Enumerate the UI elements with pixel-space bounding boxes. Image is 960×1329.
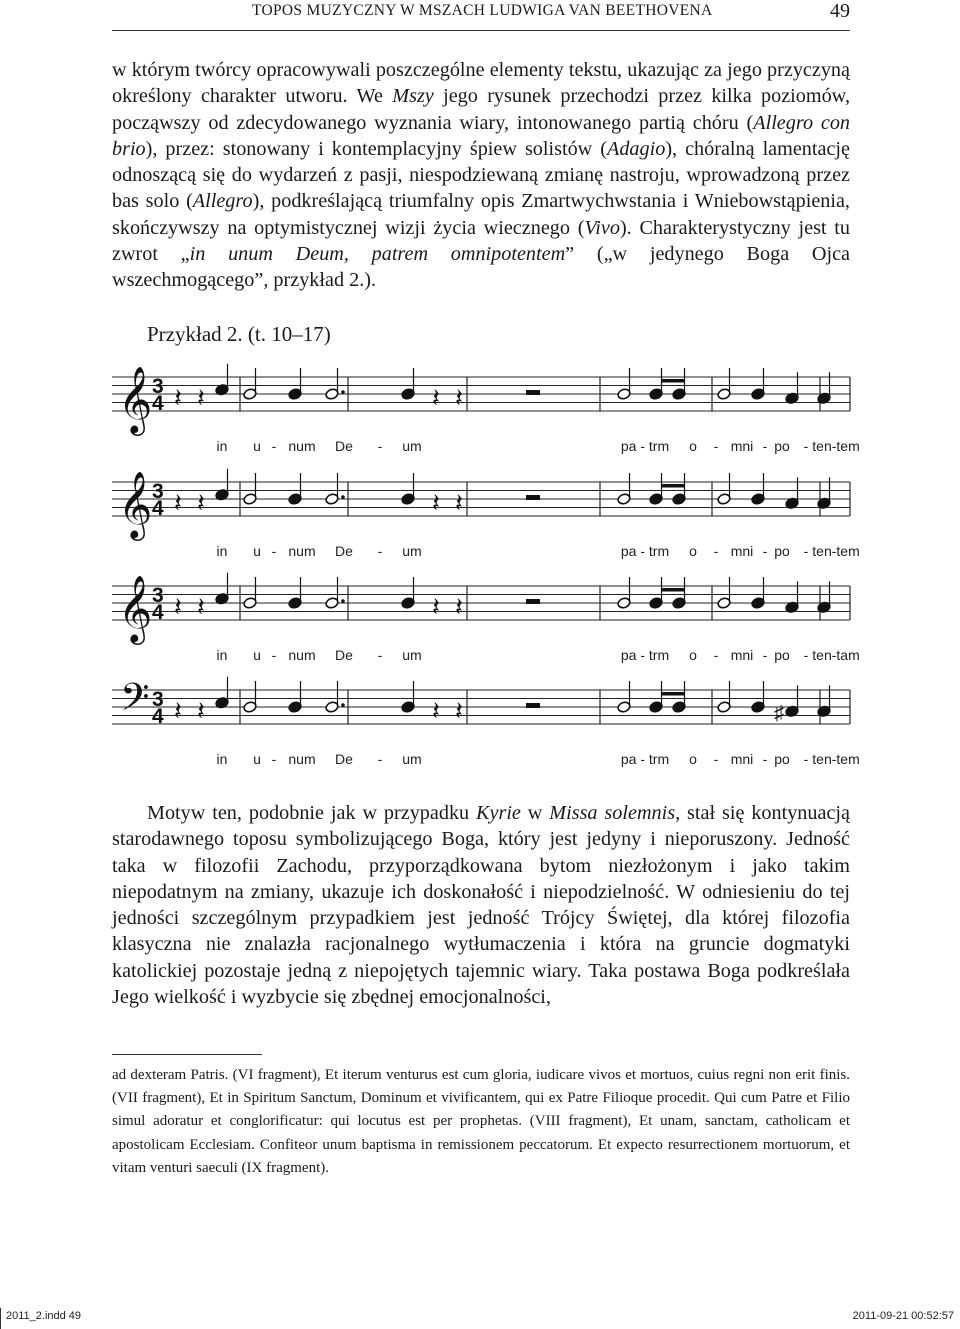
lyric-syllable: - (762, 647, 768, 663)
quarter-rest: 𝄽 (174, 591, 182, 622)
lyric-syllable: - (271, 543, 277, 559)
lyric-syllable: ten-tam (812, 647, 860, 663)
running-title: TOPOS MUZYCZNY W MSZACH LUDWIGA VAN BEETHOVENA (252, 2, 713, 19)
bass-clef: 𝄢 (120, 675, 150, 728)
text-run: , stał się kontynuacją starodawnego toposu symbolizującego Boga, który jest jedyny i nieporuszony. Jedność taka w filozofii Zachodu, przyporządkowana bytom niezłożonym i jako takim niepodatnym na zmiany, ukazuje ich doskonałość i niepodzielność. W odniesieniu do tej jedności szczególnym przypadkiem jest jedność Trójcy Świętej, dla której filozofia klasyczna nie znalazła racjonalnego wytłumaczenia i która na gruncie dogmatyki katolickiej pozostaje jedną z niepojętych tajemnic wiary. Taka postawa Boga podkreślała Jego wielkość i wyzbycie się zbędnej emocjonalności, (112, 802, 850, 1009)
lyric-syllable: - (762, 543, 768, 559)
time-signature-numerator: 3 (152, 480, 164, 503)
lyric-syllable: De (335, 647, 353, 663)
half-rest (526, 599, 540, 604)
lyric-syllable: num (288, 543, 316, 559)
quarter-rest: 𝄽 (432, 487, 440, 518)
lyric-syllable: num (288, 647, 316, 663)
lyric-syllable: in (216, 647, 228, 663)
lyric-syllable: o (689, 647, 697, 663)
augmentation-dot (341, 703, 345, 707)
text-run: ), chóralną lamentację odnoszącą się do wydarzeń z pasji, niespodziewaną zmianę nastroju, wprowadzoną przez bas solo ( (112, 137, 850, 213)
quarter-rest: 𝄽 (432, 382, 440, 413)
lyric-syllable: u (253, 647, 261, 663)
time-signature-denominator: 4 (152, 705, 164, 728)
example-caption: Przykład 2. (t. 10–17) (147, 322, 331, 346)
lyric-syllable: ten-tem (812, 438, 860, 454)
slug-timestamp: 2011-09-21 00:52:57 (852, 1310, 954, 1322)
slug-file: 2011_2.indd 49 (6, 1310, 82, 1322)
lyric-syllable: num (288, 751, 316, 767)
quarter-rest: 𝄽 (197, 487, 205, 518)
lyric-syllable: pa - trm (620, 647, 670, 663)
eighth-beam (661, 484, 684, 488)
lyric-syllable: po (774, 647, 790, 663)
quarter-rest: 𝄽 (197, 382, 205, 413)
paragraph-text (112, 57, 850, 294)
lyric-syllable: - (803, 647, 809, 663)
lyric-syllable: po (774, 751, 790, 767)
lyric-syllable: - (803, 438, 809, 454)
eighth-beam (661, 588, 684, 592)
treble-clef: 𝄞 (118, 576, 153, 641)
treble-clef: 𝄞 (118, 472, 153, 537)
treble-clef: 𝄞 (118, 367, 153, 432)
lyric-syllable: - (377, 647, 383, 663)
lyric-syllable: pa - trm (620, 543, 670, 559)
time-signature-denominator: 4 (152, 601, 164, 624)
lyric-syllable: um (402, 438, 422, 454)
text-run: ), podkreślającą triumfalny opis Zmartwychwstania i Wniebowstąpienia, skończywszy na optymistycznej wizji życia wiecznego ( (112, 190, 850, 239)
lyric-syllable: in (216, 543, 228, 559)
half-rest (526, 390, 540, 395)
italic-term: Allegro (192, 190, 253, 213)
lyric-syllable: u (253, 751, 261, 767)
paragraph-text (112, 800, 850, 1010)
lyric-syllable: u (253, 438, 261, 454)
text-run: Motyw ten, podobnie jak w przypadku (147, 802, 477, 824)
text-run: w którym twórcy opracowywali poszczególne elementy tekstu, ukazując za jego przyczyną określony charakter utworu. We (112, 59, 850, 108)
lyric-syllable: mni (730, 751, 754, 767)
lyric-syllable: - (803, 751, 809, 767)
quarter-rest: 𝄽 (432, 591, 440, 622)
lyric-syllable: o (689, 751, 697, 767)
lyric-syllable: De (335, 751, 353, 767)
lyric-syllable: mni (730, 647, 754, 663)
lyric-syllable: um (402, 543, 422, 559)
augmentation-dot (341, 495, 345, 499)
text-run: jego rysunek przechodzi przez kilka poziomów, począwszy od zdecydowanego wyznania wiary, intonowanego partią chóru ( (112, 85, 850, 134)
italic-term: Adagio (606, 137, 666, 160)
quarter-rest: 𝄽 (197, 695, 205, 726)
quarter-rest: 𝄽 (174, 487, 182, 518)
quarter-rest: 𝄽 (174, 382, 182, 413)
lyric-syllable: pa - trm (620, 751, 670, 767)
quarter-rest: 𝄽 (455, 487, 463, 518)
lyric-syllable: De (335, 543, 353, 559)
music-score (112, 355, 860, 775)
sharp-sign: ♯ (774, 702, 784, 725)
lyric-syllable: - (762, 751, 768, 767)
time-signature-denominator: 4 (152, 392, 164, 415)
lyric-syllable: o (689, 438, 697, 454)
quarter-rest: 𝄽 (455, 591, 463, 622)
lyric-syllable: mni (730, 543, 754, 559)
running-header (112, 0, 850, 31)
text-run: ), przez: stonowany i kontemplacyjny śpiew solistów ( (145, 137, 607, 160)
lyric-syllable: - (762, 438, 768, 454)
lyric-syllable: po (774, 543, 790, 559)
lyric-syllable: - (377, 751, 383, 767)
page-number: 49 (830, 0, 850, 22)
lyric-syllable: u (253, 543, 261, 559)
footnote-rule (112, 1054, 262, 1055)
lyric-syllable: - (713, 751, 719, 767)
lyric-syllable: - (271, 647, 277, 663)
quarter-rest: 𝄽 (432, 695, 440, 726)
italic-term: Vivo (584, 216, 620, 239)
lyric-syllable: pa - trm (620, 438, 670, 454)
lyric-syllable: o (689, 543, 697, 559)
italic-term: Mszy (392, 85, 434, 108)
italic-term: in unum Deum, patrem omnipotentem (189, 243, 566, 266)
lyric-syllable: ten-tem (812, 543, 860, 559)
lyric-syllable: - (713, 647, 719, 663)
time-signature-numerator: 3 (152, 688, 164, 711)
time-signature-denominator: 4 (152, 497, 164, 520)
half-rest (526, 495, 540, 500)
text-run: ” („w jedynego Boga Ojca wszechmogącego”, przykład 2.). (112, 243, 850, 292)
lyric-syllable: - (713, 543, 719, 559)
lyric-syllable: ten-tem (812, 751, 860, 767)
body-paragraph-1 (112, 57, 850, 294)
lyric-syllable: in (216, 438, 228, 454)
quarter-rest: 𝄽 (455, 695, 463, 726)
lyric-syllable: po (774, 438, 790, 454)
text-run: ). Charakterystyczny jest tu zwrot „ (112, 216, 850, 266)
body-paragraph-2 (112, 800, 850, 1010)
eighth-beam (661, 692, 684, 696)
score-notation (112, 355, 860, 775)
italic-term: Allegro con brio (112, 111, 851, 160)
quarter-rest: 𝄽 (174, 695, 182, 726)
lyric-syllable: - (271, 438, 277, 454)
footnote (112, 1064, 850, 1180)
eighth-beam (661, 379, 684, 383)
lyric-syllable: - (377, 438, 383, 454)
lyric-syllable: um (402, 751, 422, 767)
time-signature-numerator: 3 (152, 584, 164, 607)
quarter-rest: 𝄽 (197, 591, 205, 622)
lyric-syllable: um (402, 647, 422, 663)
slug-divider (0, 1308, 1, 1329)
lyric-syllable: - (713, 438, 719, 454)
lyric-syllable: - (271, 751, 277, 767)
lyric-syllable: in (216, 751, 228, 767)
lyric-syllable: De (335, 438, 353, 454)
lyric-syllable: num (288, 438, 316, 454)
text-run: w (520, 802, 550, 824)
footnote-text: ad dexteram Patris. (VI fragment), Et iterum venturus est cum gloria, iudicare vivos et mortuos, cuius regni non erit finis. (VII fragment), Et in Spiritum Sanctum, Dominum et vivificantem, qui ex Patre Filioque procedit. Qui cum Patre et Filio simul adoratur et conglorificatur: qui locutus est per prophetas. (VIII fragment), Et unam, sanctam, catholicam et apostolicam Ecclesiam. Confiteor unum baptisma in remissionem peccatorum. Et expecto resurrectionem mortuorum, et vitam venturi saeculi (IX fragment). (112, 1067, 850, 1176)
time-signature-numerator: 3 (152, 375, 164, 398)
half-rest (526, 703, 540, 708)
augmentation-dot (341, 599, 345, 603)
augmentation-dot (341, 390, 345, 394)
italic-term: Missa solemnis (549, 802, 676, 824)
quarter-rest: 𝄽 (455, 382, 463, 413)
italic-term: Kyrie (476, 802, 521, 824)
lyric-syllable: - (377, 543, 383, 559)
lyric-syllable: - (803, 543, 809, 559)
lyric-syllable: mni (730, 438, 754, 454)
